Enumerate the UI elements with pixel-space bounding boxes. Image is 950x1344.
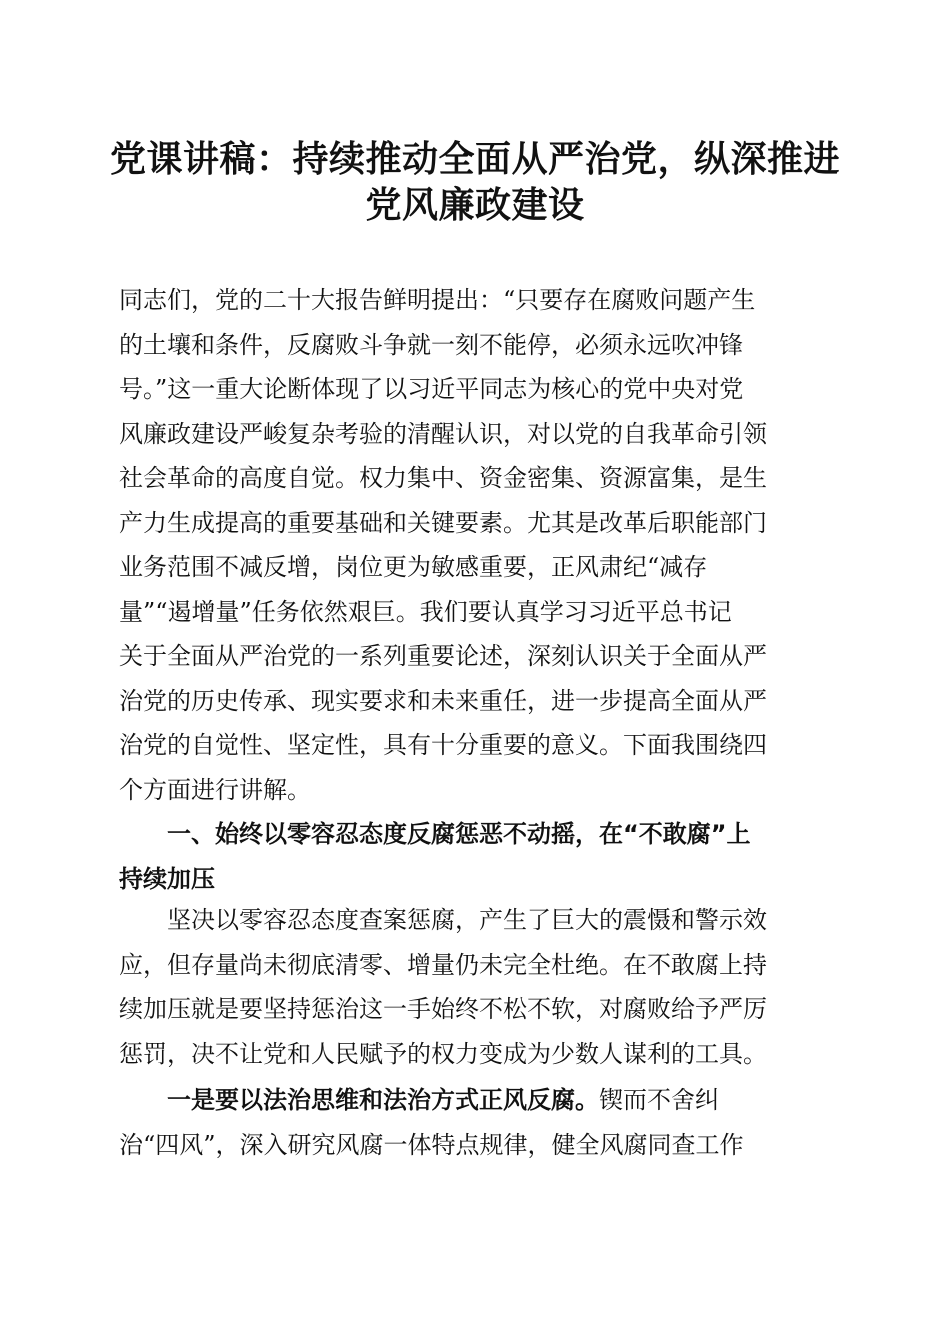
intro-line: 的土壤和条件，反腐败斗争就一刻不能停，必须永远吹冲锋 <box>119 330 743 359</box>
intro-line: 个方面进行讲解。 <box>119 775 311 804</box>
intro-line: 治党的历史传承、现实要求和未来重任，进一步提高全面从严 <box>119 686 767 715</box>
paragraph-line: 治“四风”，深入研究风腐一体特点规律，健全风腐同查工作 <box>119 1130 744 1159</box>
paragraph-line: 续加压就是要坚持惩治这一手始终不松不软，对腐败给予严厉 <box>119 995 767 1023</box>
point-one-first-line <box>119 1078 825 1123</box>
intro-line: 关于全面从严治党的一系列重要论述，深刻认识关于全面从严 <box>119 642 767 670</box>
section-heading-line: 持续加压 <box>119 865 215 893</box>
document-title-line-2: 党风廉政建设 <box>365 184 585 226</box>
intro-line: 量”“遏增量”任务依然艰巨。我们要认真学习习近平总书记 <box>119 597 732 626</box>
intro-line: 业务范围不减反增，岗位更为敏感重要，正风肃纪“减存 <box>119 553 708 581</box>
point-one-paragraph <box>119 1078 825 1167</box>
paragraph-line: 惩罚，决不让党和人民赋予的权力变成为少数人谋利的工具。 <box>119 1039 767 1068</box>
intro-line: 号。”这一重大论断体现了以习近平同志为核心的党中央对党 <box>119 375 744 403</box>
section-heading-1 <box>119 812 825 902</box>
point-one-lead: 一是要以法治思维和法治方式正风反腐。 <box>167 1085 599 1114</box>
paragraph-line: 应，但存量尚未彻底清零、增量仍未完全杜绝。在不敢腐上持 <box>119 950 767 979</box>
intro-line: 社会革命的高度自觉。权力集中、资金密集、资源富集，是生 <box>119 464 767 492</box>
intro-line: 治党的自觉性、坚定性，具有十分重要的意义。下面我围绕四 <box>119 731 767 759</box>
intro-line: 风廉政建设严峻复杂考验的清醒认识，对以党的自我革命引领 <box>119 419 767 448</box>
intro-paragraph <box>119 278 825 812</box>
paragraph-line: 锲而不舍纠 <box>599 1086 719 1114</box>
section-1-paragraph <box>119 898 825 1076</box>
intro-line: 同志们，党的二十大报告鲜明提出：“只要存在腐败问题产生 <box>119 286 756 314</box>
section-heading-line: 一、始终以零容忍态度反腐惩恶不动摇，在“不敢腐”上 <box>167 820 751 848</box>
document-title-line-1: 党课讲稿：持续推动全面从严治党，纵深推进 <box>109 138 840 180</box>
intro-line: 产力生成提高的重要基础和关键要素。尤其是改革后职能部门 <box>119 508 767 537</box>
paragraph-line: 坚决以零容忍态度查案惩腐，产生了巨大的震慑和警示效 <box>167 906 767 934</box>
